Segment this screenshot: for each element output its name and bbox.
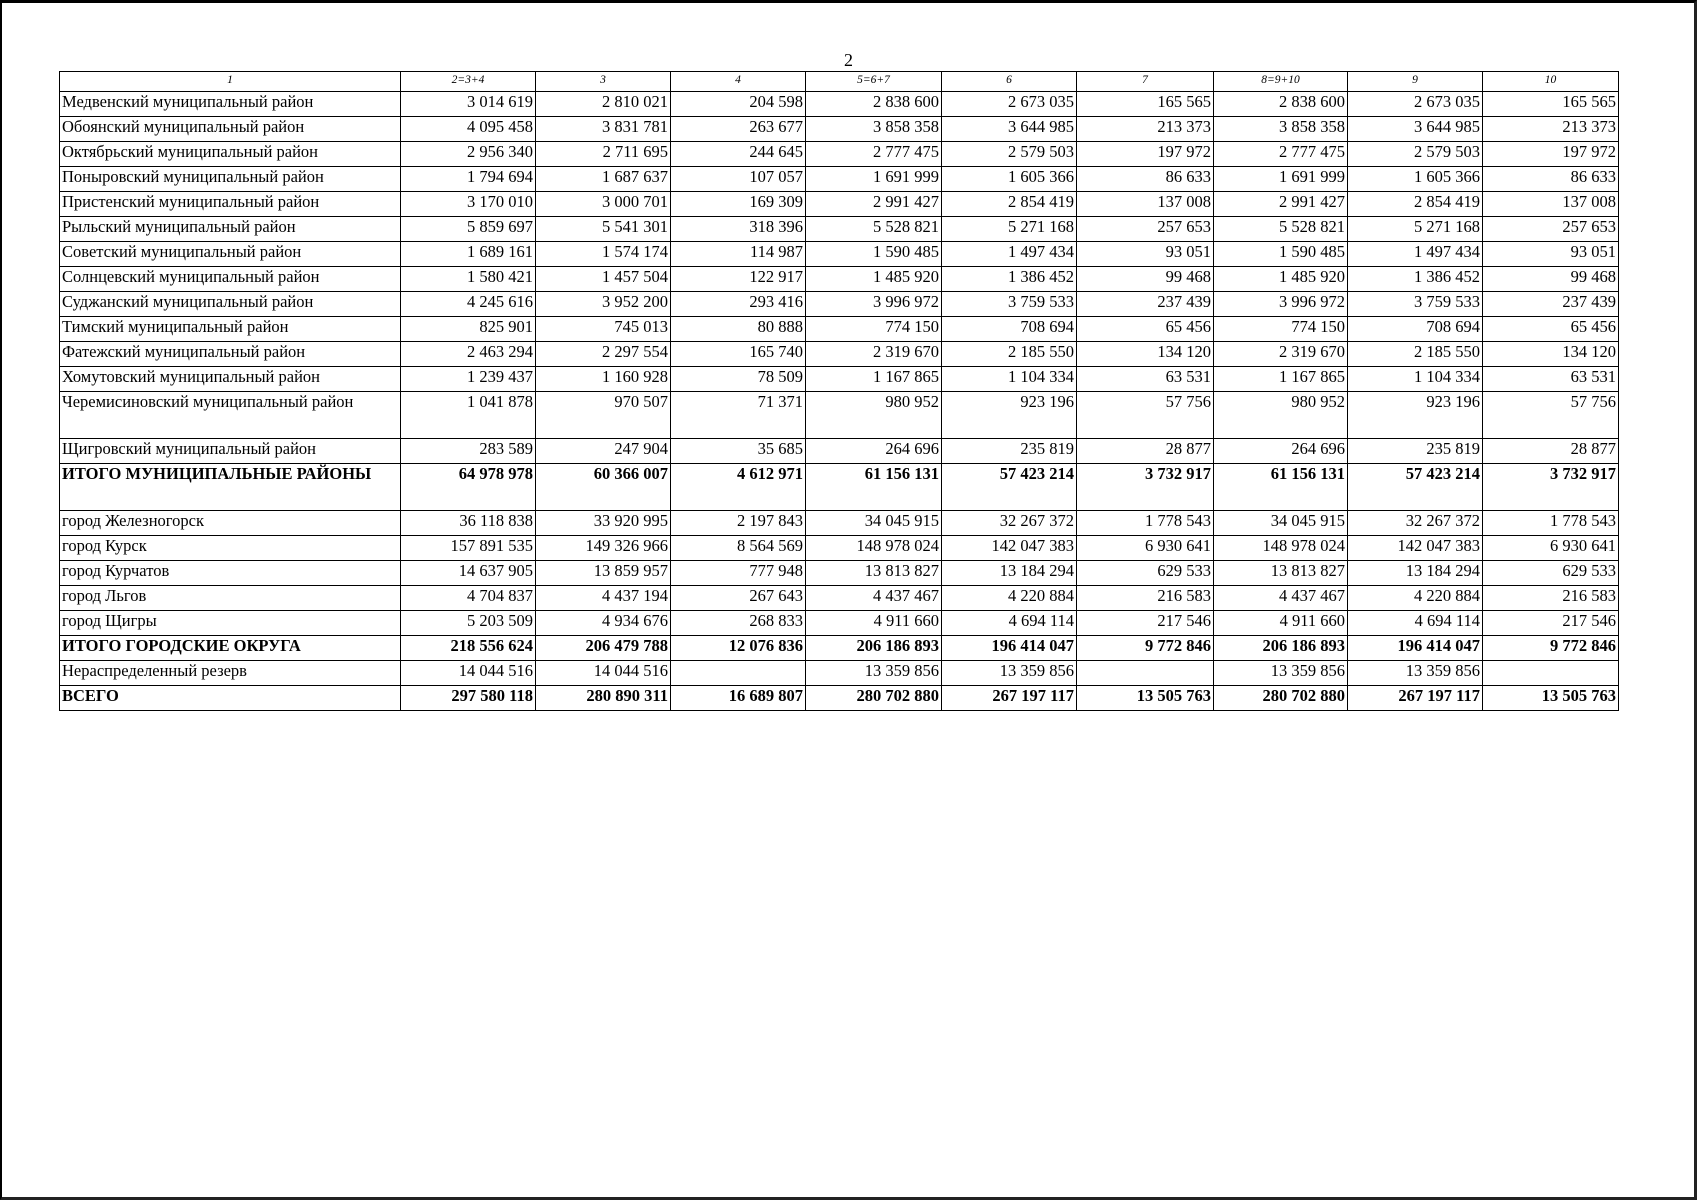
value-cell: 1 457 504	[536, 267, 671, 292]
value-cell: 216 583	[1483, 586, 1619, 611]
table-row	[60, 661, 1619, 686]
value-cell: 3 000 701	[536, 192, 671, 217]
value-cell: 5 271 168	[1348, 217, 1483, 242]
table-row	[60, 561, 1619, 586]
value-cell: 923 196	[942, 392, 1077, 439]
value-cell: 777 948	[671, 561, 806, 586]
value-cell: 206 479 788	[536, 636, 671, 661]
value-cell: 33 920 995	[536, 511, 671, 536]
value-cell: 5 528 821	[806, 217, 942, 242]
value-cell: 4 437 467	[806, 586, 942, 611]
value-cell: 1 497 434	[1348, 242, 1483, 267]
value-cell: 107 057	[671, 167, 806, 192]
value-cell: 13 505 763	[1483, 686, 1619, 711]
value-cell: 257 653	[1483, 217, 1619, 242]
value-cell: 4 220 884	[942, 586, 1077, 611]
value-cell: 13 359 856	[806, 661, 942, 686]
budget-table	[59, 71, 1619, 711]
value-cell: 206 186 893	[1214, 636, 1348, 661]
value-cell: 3 732 917	[1077, 464, 1214, 511]
value-cell: 297 580 118	[401, 686, 536, 711]
column-header: 4	[671, 72, 806, 92]
value-cell: 2 297 554	[536, 342, 671, 367]
value-cell: 148 978 024	[806, 536, 942, 561]
value-cell: 2 579 503	[1348, 142, 1483, 167]
value-cell: 1 485 920	[806, 267, 942, 292]
value-cell: 169 309	[671, 192, 806, 217]
value-cell: 3 644 985	[1348, 117, 1483, 142]
value-cell: 6 930 641	[1077, 536, 1214, 561]
value-cell: 8 564 569	[671, 536, 806, 561]
row-name: ИТОГО МУНИЦИПАЛЬНЫЕ РАЙОНЫ	[60, 464, 401, 511]
value-cell: 3 759 533	[942, 292, 1077, 317]
value-cell: 745 013	[536, 317, 671, 342]
value-cell: 1 574 174	[536, 242, 671, 267]
value-cell: 825 901	[401, 317, 536, 342]
value-cell: 1 687 637	[536, 167, 671, 192]
value-cell: 2 185 550	[1348, 342, 1483, 367]
table-row	[60, 167, 1619, 192]
value-cell: 206 186 893	[806, 636, 942, 661]
table-row	[60, 586, 1619, 611]
total-row	[60, 686, 1619, 711]
row-name: Медвенский муниципальный район	[60, 92, 401, 117]
value-cell: 137 008	[1077, 192, 1214, 217]
value-cell: 280 702 880	[1214, 686, 1348, 711]
value-cell: 65 456	[1483, 317, 1619, 342]
table-row	[60, 142, 1619, 167]
value-cell: 9 772 846	[1483, 636, 1619, 661]
value-cell: 2 838 600	[806, 92, 942, 117]
value-cell: 1 160 928	[536, 367, 671, 392]
total-row	[60, 464, 1619, 511]
value-cell: 99 468	[1483, 267, 1619, 292]
value-cell: 708 694	[942, 317, 1077, 342]
value-cell: 1 691 999	[1214, 167, 1348, 192]
value-cell: 3 170 010	[401, 192, 536, 217]
value-cell: 4 437 194	[536, 586, 671, 611]
value-cell: 5 271 168	[942, 217, 1077, 242]
value-cell: 57 756	[1483, 392, 1619, 439]
value-cell: 980 952	[1214, 392, 1348, 439]
table-row	[60, 611, 1619, 636]
value-cell: 3 831 781	[536, 117, 671, 142]
value-cell: 217 546	[1483, 611, 1619, 636]
value-cell: 14 637 905	[401, 561, 536, 586]
value-cell: 2 777 475	[1214, 142, 1348, 167]
value-cell: 3 732 917	[1483, 464, 1619, 511]
value-cell: 1 580 421	[401, 267, 536, 292]
value-cell: 65 456	[1077, 317, 1214, 342]
value-cell: 165 740	[671, 342, 806, 367]
value-cell: 257 653	[1077, 217, 1214, 242]
value-cell: 923 196	[1348, 392, 1483, 439]
value-cell: 4 694 114	[1348, 611, 1483, 636]
value-cell: 774 150	[1214, 317, 1348, 342]
value-cell: 93 051	[1077, 242, 1214, 267]
value-cell: 1 605 366	[1348, 167, 1483, 192]
value-cell: 2 991 427	[806, 192, 942, 217]
value-cell: 196 414 047	[942, 636, 1077, 661]
value-cell	[1077, 661, 1214, 686]
row-name: Нераспределенный резерв	[60, 661, 401, 686]
value-cell: 1 104 334	[942, 367, 1077, 392]
value-cell: 970 507	[536, 392, 671, 439]
row-name: Поныровский муниципальный район	[60, 167, 401, 192]
value-cell: 1 104 334	[1348, 367, 1483, 392]
value-cell: 2 854 419	[1348, 192, 1483, 217]
row-name: Тимский муниципальный район	[60, 317, 401, 342]
value-cell: 2 319 670	[806, 342, 942, 367]
value-cell: 2 579 503	[942, 142, 1077, 167]
value-cell: 196 414 047	[1348, 636, 1483, 661]
value-cell: 13 505 763	[1077, 686, 1214, 711]
value-cell: 99 468	[1077, 267, 1214, 292]
value-cell: 264 696	[1214, 439, 1348, 464]
column-header: 8=9+10	[1214, 72, 1348, 92]
value-cell: 2 777 475	[806, 142, 942, 167]
value-cell: 9 772 846	[1077, 636, 1214, 661]
value-cell: 13 184 294	[1348, 561, 1483, 586]
row-name: город Железногорск	[60, 511, 401, 536]
value-cell: 4 694 114	[942, 611, 1077, 636]
table-row	[60, 439, 1619, 464]
value-cell: 34 045 915	[806, 511, 942, 536]
value-cell: 3 644 985	[942, 117, 1077, 142]
value-cell: 114 987	[671, 242, 806, 267]
row-name: Пристенский муниципальный район	[60, 192, 401, 217]
value-cell: 13 359 856	[1348, 661, 1483, 686]
row-name: ИТОГО ГОРОДСКИЕ ОКРУГА	[60, 636, 401, 661]
total-row	[60, 636, 1619, 661]
value-cell: 2 956 340	[401, 142, 536, 167]
table-row	[60, 92, 1619, 117]
value-cell: 2 673 035	[1348, 92, 1483, 117]
table-row	[60, 536, 1619, 561]
value-cell: 1 239 437	[401, 367, 536, 392]
value-cell: 32 267 372	[942, 511, 1077, 536]
value-cell: 28 877	[1483, 439, 1619, 464]
row-name: Щигровский муниципальный район	[60, 439, 401, 464]
value-cell: 708 694	[1348, 317, 1483, 342]
column-header: 1	[60, 72, 401, 92]
row-name: Обоянский муниципальный район	[60, 117, 401, 142]
value-cell: 5 541 301	[536, 217, 671, 242]
value-cell: 197 972	[1077, 142, 1214, 167]
value-cell: 4 220 884	[1348, 586, 1483, 611]
value-cell: 63 531	[1483, 367, 1619, 392]
value-cell: 2 854 419	[942, 192, 1077, 217]
value-cell: 774 150	[806, 317, 942, 342]
value-cell: 1 778 543	[1077, 511, 1214, 536]
value-cell	[1483, 661, 1619, 686]
row-name: Хомутовский муниципальный район	[60, 367, 401, 392]
table-row	[60, 511, 1619, 536]
value-cell: 283 589	[401, 439, 536, 464]
value-cell: 6 930 641	[1483, 536, 1619, 561]
value-cell: 1 041 878	[401, 392, 536, 439]
value-cell: 137 008	[1483, 192, 1619, 217]
value-cell: 213 373	[1483, 117, 1619, 142]
value-cell: 213 373	[1077, 117, 1214, 142]
value-cell: 2 197 843	[671, 511, 806, 536]
value-cell: 86 633	[1483, 167, 1619, 192]
value-cell: 13 359 856	[942, 661, 1077, 686]
value-cell: 122 917	[671, 267, 806, 292]
table-row	[60, 292, 1619, 317]
value-cell: 1 167 865	[1214, 367, 1348, 392]
value-cell: 142 047 383	[1348, 536, 1483, 561]
value-cell: 235 819	[1348, 439, 1483, 464]
value-cell: 14 044 516	[536, 661, 671, 686]
value-cell: 13 813 827	[1214, 561, 1348, 586]
value-cell: 1 485 920	[1214, 267, 1348, 292]
value-cell: 267 197 117	[1348, 686, 1483, 711]
value-cell: 318 396	[671, 217, 806, 242]
value-cell: 1 497 434	[942, 242, 1077, 267]
value-cell: 629 533	[1077, 561, 1214, 586]
value-cell: 165 565	[1077, 92, 1214, 117]
value-cell: 280 702 880	[806, 686, 942, 711]
value-cell: 5 859 697	[401, 217, 536, 242]
value-cell: 93 051	[1483, 242, 1619, 267]
value-cell: 34 045 915	[1214, 511, 1348, 536]
value-cell: 1 167 865	[806, 367, 942, 392]
value-cell: 4 095 458	[401, 117, 536, 142]
table-row	[60, 392, 1619, 439]
value-cell: 244 645	[671, 142, 806, 167]
value-cell: 1 691 999	[806, 167, 942, 192]
value-cell: 148 978 024	[1214, 536, 1348, 561]
value-cell: 1 689 161	[401, 242, 536, 267]
value-cell: 5 203 509	[401, 611, 536, 636]
value-cell: 2 319 670	[1214, 342, 1348, 367]
value-cell: 267 643	[671, 586, 806, 611]
value-cell: 165 565	[1483, 92, 1619, 117]
page-number: 2	[844, 50, 853, 70]
table-row	[60, 192, 1619, 217]
value-cell: 35 685	[671, 439, 806, 464]
value-cell: 57 423 214	[1348, 464, 1483, 511]
value-cell	[671, 661, 806, 686]
row-name: Фатежский муниципальный район	[60, 342, 401, 367]
table-row	[60, 117, 1619, 142]
value-cell: 263 677	[671, 117, 806, 142]
value-cell: 71 371	[671, 392, 806, 439]
value-cell: 149 326 966	[536, 536, 671, 561]
value-cell: 5 528 821	[1214, 217, 1348, 242]
value-cell: 13 359 856	[1214, 661, 1348, 686]
header-row	[60, 72, 1619, 92]
value-cell: 218 556 624	[401, 636, 536, 661]
value-cell: 235 819	[942, 439, 1077, 464]
value-cell: 204 598	[671, 92, 806, 117]
value-cell: 267 197 117	[942, 686, 1077, 711]
row-name: Советский муниципальный район	[60, 242, 401, 267]
value-cell: 2 991 427	[1214, 192, 1348, 217]
value-cell: 3 858 358	[1214, 117, 1348, 142]
table-row	[60, 267, 1619, 292]
value-cell: 2 673 035	[942, 92, 1077, 117]
value-cell: 3 996 972	[806, 292, 942, 317]
row-name: Октябрьский муниципальный район	[60, 142, 401, 167]
value-cell: 217 546	[1077, 611, 1214, 636]
value-cell: 86 633	[1077, 167, 1214, 192]
value-cell: 80 888	[671, 317, 806, 342]
row-name: город Курчатов	[60, 561, 401, 586]
value-cell: 1 386 452	[942, 267, 1077, 292]
table-row	[60, 367, 1619, 392]
row-name: город Льгов	[60, 586, 401, 611]
table-row	[60, 242, 1619, 267]
value-cell: 28 877	[1077, 439, 1214, 464]
value-cell: 2 185 550	[942, 342, 1077, 367]
column-header: 2=3+4	[401, 72, 536, 92]
value-cell: 237 439	[1077, 292, 1214, 317]
value-cell: 237 439	[1483, 292, 1619, 317]
row-name: Суджанский муниципальный район	[60, 292, 401, 317]
column-header: 3	[536, 72, 671, 92]
value-cell: 268 833	[671, 611, 806, 636]
value-cell: 14 044 516	[401, 661, 536, 686]
value-cell: 2 463 294	[401, 342, 536, 367]
value-cell: 4 911 660	[806, 611, 942, 636]
value-cell: 13 859 957	[536, 561, 671, 586]
value-cell: 4 934 676	[536, 611, 671, 636]
value-cell: 2 711 695	[536, 142, 671, 167]
value-cell: 1 605 366	[942, 167, 1077, 192]
value-cell: 4 245 616	[401, 292, 536, 317]
value-cell: 1 778 543	[1483, 511, 1619, 536]
value-cell: 4 704 837	[401, 586, 536, 611]
value-cell: 3 759 533	[1348, 292, 1483, 317]
column-header: 7	[1077, 72, 1214, 92]
table-row	[60, 217, 1619, 242]
value-cell: 4 911 660	[1214, 611, 1348, 636]
value-cell: 1 590 485	[1214, 242, 1348, 267]
table-body	[60, 92, 1619, 711]
value-cell: 57 423 214	[942, 464, 1077, 511]
column-header: 6	[942, 72, 1077, 92]
row-name: Солнцевский муниципальный район	[60, 267, 401, 292]
table-row	[60, 342, 1619, 367]
value-cell: 280 890 311	[536, 686, 671, 711]
value-cell: 61 156 131	[806, 464, 942, 511]
row-name: Черемисиновский муниципальный район	[60, 392, 401, 439]
value-cell: 4 612 971	[671, 464, 806, 511]
column-header: 10	[1483, 72, 1619, 92]
value-cell: 61 156 131	[1214, 464, 1348, 511]
row-name: Рыльский муниципальный район	[60, 217, 401, 242]
column-header: 5=6+7	[806, 72, 942, 92]
value-cell: 13 813 827	[806, 561, 942, 586]
value-cell: 64 978 978	[401, 464, 536, 511]
table-row	[60, 317, 1619, 342]
value-cell: 3 952 200	[536, 292, 671, 317]
value-cell: 3 858 358	[806, 117, 942, 142]
value-cell: 293 416	[671, 292, 806, 317]
value-cell: 1 386 452	[1348, 267, 1483, 292]
row-name: город Курск	[60, 536, 401, 561]
value-cell: 3 014 619	[401, 92, 536, 117]
value-cell: 4 437 467	[1214, 586, 1348, 611]
value-cell: 57 756	[1077, 392, 1214, 439]
value-cell: 157 891 535	[401, 536, 536, 561]
value-cell: 36 118 838	[401, 511, 536, 536]
row-name: ВСЕГО	[60, 686, 401, 711]
column-header: 9	[1348, 72, 1483, 92]
value-cell: 78 509	[671, 367, 806, 392]
value-cell: 134 120	[1077, 342, 1214, 367]
value-cell: 980 952	[806, 392, 942, 439]
value-cell: 12 076 836	[671, 636, 806, 661]
value-cell: 1 794 694	[401, 167, 536, 192]
value-cell: 16 689 807	[671, 686, 806, 711]
value-cell: 3 996 972	[1214, 292, 1348, 317]
value-cell: 2 810 021	[536, 92, 671, 117]
value-cell: 247 904	[536, 439, 671, 464]
value-cell: 60 366 007	[536, 464, 671, 511]
value-cell: 2 838 600	[1214, 92, 1348, 117]
value-cell: 629 533	[1483, 561, 1619, 586]
value-cell: 63 531	[1077, 367, 1214, 392]
row-name: город Щигры	[60, 611, 401, 636]
value-cell: 216 583	[1077, 586, 1214, 611]
value-cell: 13 184 294	[942, 561, 1077, 586]
value-cell: 1 590 485	[806, 242, 942, 267]
value-cell: 134 120	[1483, 342, 1619, 367]
value-cell: 264 696	[806, 439, 942, 464]
value-cell: 197 972	[1483, 142, 1619, 167]
value-cell: 142 047 383	[942, 536, 1077, 561]
value-cell: 32 267 372	[1348, 511, 1483, 536]
